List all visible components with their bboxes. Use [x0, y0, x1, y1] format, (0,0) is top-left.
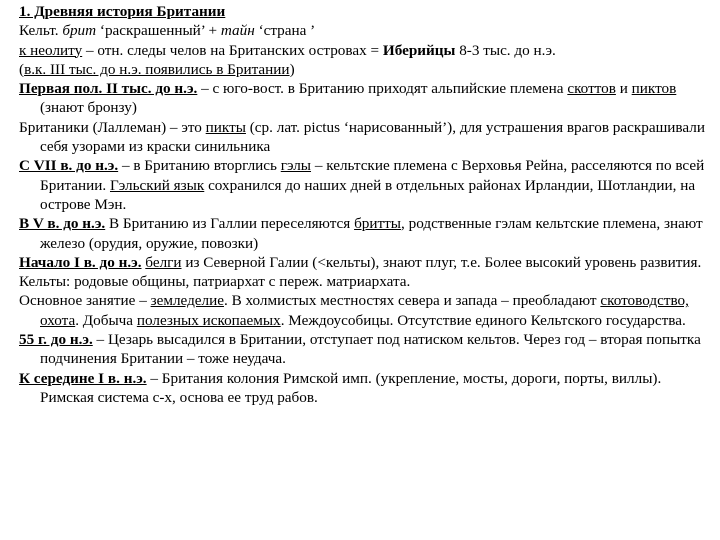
text-segment: 8-3 тыс. до н.э. — [455, 41, 556, 59]
emphasized-text: тайн — [220, 22, 255, 40]
text-segment: Основное занятие – — [19, 292, 151, 310]
text-segment: из Северной Галии (<кельты), знают плуг, т.е. Более высокий уровень развития. — [181, 253, 702, 271]
text-segment: (знают бронзу) — [40, 99, 137, 117]
emphasized-text: гэлы — [280, 157, 312, 175]
text-segment: . Междоусобицы. Отсутствие единого Кельтского государства. — [280, 311, 686, 329]
emphasized-text: скотоводство, охота — [40, 292, 689, 329]
emphasized-text: 55 г. до н.э. — [19, 331, 93, 349]
text-segment: Кельты: родовые общины, патриархат с переж. матриархата. — [19, 273, 411, 291]
text-segment: . В холмистых местностях севера и запада – преобладают — [223, 292, 601, 310]
emphasized-text: С VII в. до н.э. — [19, 157, 119, 175]
text-segment: – в Британию вторглись — [118, 157, 281, 175]
emphasized-text: брит — [62, 22, 97, 40]
paragraph — [19, 41, 706, 60]
emphasized-text: Гэльский язык — [109, 176, 205, 194]
paragraph — [19, 60, 706, 79]
text-segment: (ср. лат. pictus ‘нарисованный’), для устрашения врагов раскрашивали себя узорами из краски синильника — [40, 118, 705, 156]
emphasized-text: пиктов — [631, 80, 677, 98]
document-body — [19, 21, 706, 407]
emphasized-text: пикты — [205, 118, 246, 136]
emphasized-text: к неолиту — [19, 41, 83, 59]
text-segment: Британики (Лаллеман) – это — [19, 118, 206, 136]
paragraph — [19, 79, 706, 118]
text-segment: Кельт. — [19, 22, 63, 40]
emphasized-text: бритты — [354, 215, 401, 233]
text-segment: – кельтские племена с Верховья Рейна, расселяются по всей Британии. — [40, 157, 705, 194]
paragraph — [19, 330, 706, 369]
text-segment: ( — [19, 60, 25, 78]
paragraph — [19, 253, 706, 272]
emphasized-text: в.к. III тыс. до н.э. появились в Британии — [24, 60, 290, 78]
emphasized-text: Начало I в. до н.э. — [19, 253, 142, 271]
emphasized-text: полезных ископаемых — [136, 311, 281, 329]
text-segment: , родственные гэлам кельтские племена, знают железо (орудия, оружие, повозки) — [40, 215, 703, 252]
text-segment: ‘страна ’ — [254, 22, 316, 40]
text-segment: ) — [289, 60, 295, 78]
paragraph — [19, 272, 706, 291]
emphasized-text: К середине I в. н.э. — [19, 369, 147, 387]
paragraph — [19, 118, 706, 157]
text-segment: – Цезарь высадился в Британии, отступает под натиском кельтов. Через год – вторая попытка подчинения Британии – тоже неудача. — [40, 331, 701, 368]
emphasized-text: белги — [145, 253, 182, 271]
text-segment: сохранился до наших дней в отдельных районах Ирландии, Шотландии, на острове Мэн. — [40, 176, 696, 213]
text-segment: – с юго-вост. в Британию приходят альпийские племена — [197, 80, 568, 98]
emphasized-text: земледелие — [150, 292, 224, 310]
paragraph — [19, 21, 706, 40]
emphasized-text: В V в. до н.э. — [19, 215, 106, 233]
text-segment: – Британия колония Римской имп. (укрепление, мосты, дороги, порты, виллы). Римская система с-х, основа ее труд рабов. — [40, 369, 662, 406]
emphasized-text: скоттов — [567, 80, 616, 98]
emphasized-text: Иберийцы — [382, 41, 456, 59]
paragraph — [19, 156, 706, 214]
emphasized-text: Первая пол. II тыс. до н.э. — [19, 80, 198, 98]
text-segment: ‘раскрашенный’ + — [96, 22, 221, 40]
paragraph — [19, 369, 706, 408]
page-title: 1. Древняя история Британии — [19, 3, 226, 20]
paragraph — [19, 214, 706, 253]
paragraph — [19, 291, 706, 330]
text-segment: . Добыча — [75, 311, 137, 329]
text-segment: – отн. следы челов на Британских островах = — [82, 41, 383, 59]
text-segment: В Британию из Галлии переселяются — [105, 215, 355, 233]
text-segment: и — [615, 80, 632, 98]
